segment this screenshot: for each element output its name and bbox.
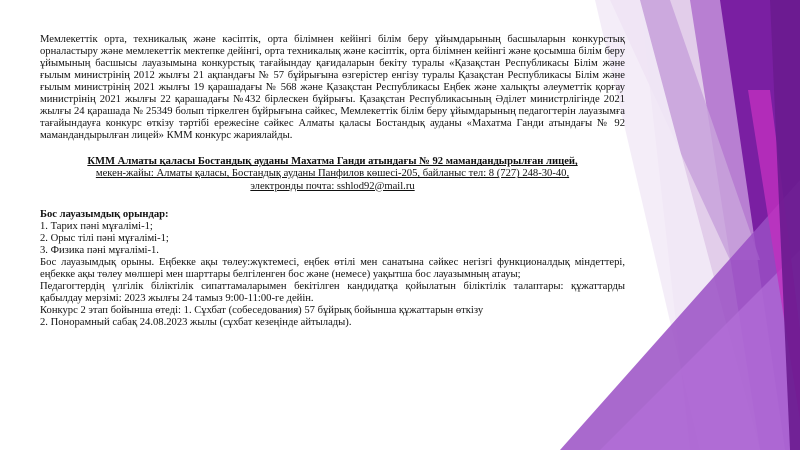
panoramic-lesson: 2. Понорамный сабақ 24.08.2023 жылы (сұхбат кезеңінде айтылады).	[40, 316, 352, 328]
announcement-text	[40, 34, 625, 329]
organization-address: мекен-жайы: Алматы қаласы, Бостандық ауданы Панфилов көшесі-205, байланыс тел: 8 (727) 248-30-40,	[95, 168, 570, 180]
details-paragraph: Бос лауазымдық орыны. Еңбекке ақы төлеу:жүктемесі, еңбек өтілі мен санатына сәйкес негізгі функционалдық міндеттері, еңбекке ақы төлеу мөлшері мен шарттары белгіленген бос және (немесе) уақытша бос лауазымның атауы;	[40, 256, 625, 280]
requirements-paragraph: Педагогтердің үлгілік біліктілік сипаттамаларымен бекітілген кандидатқа қойылатын біліктілік талаптары: құжаттарды қабылдау мерзімі: 2023 жылғы 24 тамыз 9:00-11:00-ге дейін.	[40, 280, 625, 304]
vacancy-item: 1. Тарих пәні мұғалімі-1;	[40, 220, 153, 232]
organization-name: КММ Алматы қаласы Бостандық ауданы Махатма Ганди атындағы № 92 мамандандырылған лицей,	[87, 156, 578, 168]
organization-block	[40, 156, 625, 192]
vacancy-item: 3. Физика пәні мұғалімі-1.	[40, 244, 159, 256]
vacancies-title: Бос лауазымдық орындар:	[40, 208, 169, 220]
organization-email: электронды почта: sshlod92@mail.ru	[250, 180, 415, 192]
contest-stages: Конкурс 2 этап бойынша өтеді: 1. Сұхбат (собеседования) 57 бұйрық бойынша құжаттарын өткізу	[40, 304, 484, 316]
intro-paragraph: Мемлекеттік орта, техникалық және кәсіптік, орта білімнен кейінгі білім беру ұйымдарының басшыларын конкурстық орналастыру және мемлекеттік мектепке дейінгі, орта техникалық және кәсіптік, орта білімнен кейінгі және қосымша білім беру ұйымының басшысы лауазымына конкурстық тағайындау қағидаларын бекіту туралы «Қазақстан Республикасы Білім және ғылым министрінің 2012 жылғы 21 ақпандағы № 57 бұйрығына өзгерістер енгізу туралы Қазақстан Республикасы Білім және ғылым министрінің 2021 жылғы 19 қарашадағы № 568 және Қазақстан Республикасы Еңбек және халықты әлеуметтік қорғау министрінің 2021 жылғы 22 қарашадағы №432 бірлескен бұйрығы. Қазақстан Республикасының Әділет министрлігінде 2021 жылғы 24 қарашада № 25349 болып тіркелген бұйрығына сәйкес, Мемлекеттік білім беру ұйымдарының педагогтерін лауазымға тағайындауға конкурс өткізу тәртібі ережесіне сәйкес Алматы қаласы Бостандық ауданы «Махатма Ганди атындағы № 92 мамандандырылған лицей» КММ конкурс жариялайды.	[40, 34, 625, 142]
vacancy-item: 2. Орыс тілі пәні мұғалімі-1;	[40, 232, 169, 244]
